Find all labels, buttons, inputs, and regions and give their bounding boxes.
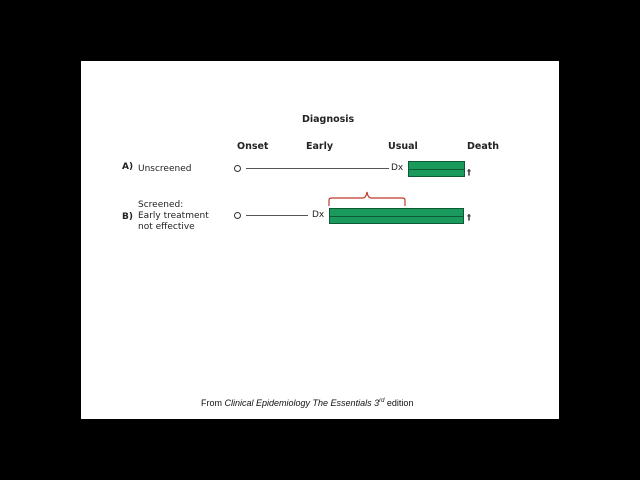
row-b-dx: Dx <box>312 210 325 220</box>
header-death: Death <box>467 141 500 152</box>
lead-time-brace <box>326 185 408 207</box>
header-diagnosis: Diagnosis <box>302 114 355 125</box>
row-b-death-dagger: † <box>467 213 471 222</box>
header-onset: Onset <box>237 141 269 152</box>
row-b-letter: B) <box>122 212 133 222</box>
row-a-onset-circle <box>234 165 241 172</box>
row-a-disease-bar <box>408 161 465 177</box>
row-b-disease-bar <box>329 208 464 224</box>
header-usual: Usual <box>388 141 418 152</box>
row-a-letter: A) <box>122 162 134 172</box>
row-b-label-line-1: Screened: <box>138 200 184 210</box>
slide <box>81 61 559 419</box>
row-a-timeline <box>246 168 389 169</box>
row-a-death-dagger: † <box>467 168 471 177</box>
row-a-dx: Dx <box>391 163 404 173</box>
source-citation: From Clinical Epidemiology The Essentials 3rd edition <box>201 398 414 408</box>
row-b-onset-circle <box>234 212 241 219</box>
header-early: Early <box>306 141 334 152</box>
row-a-label: Unscreened <box>138 164 192 174</box>
row-b-timeline <box>246 215 308 216</box>
row-b-label-line-3: not effective <box>138 222 195 232</box>
row-b-label-line-2: Early treatment <box>138 211 209 221</box>
